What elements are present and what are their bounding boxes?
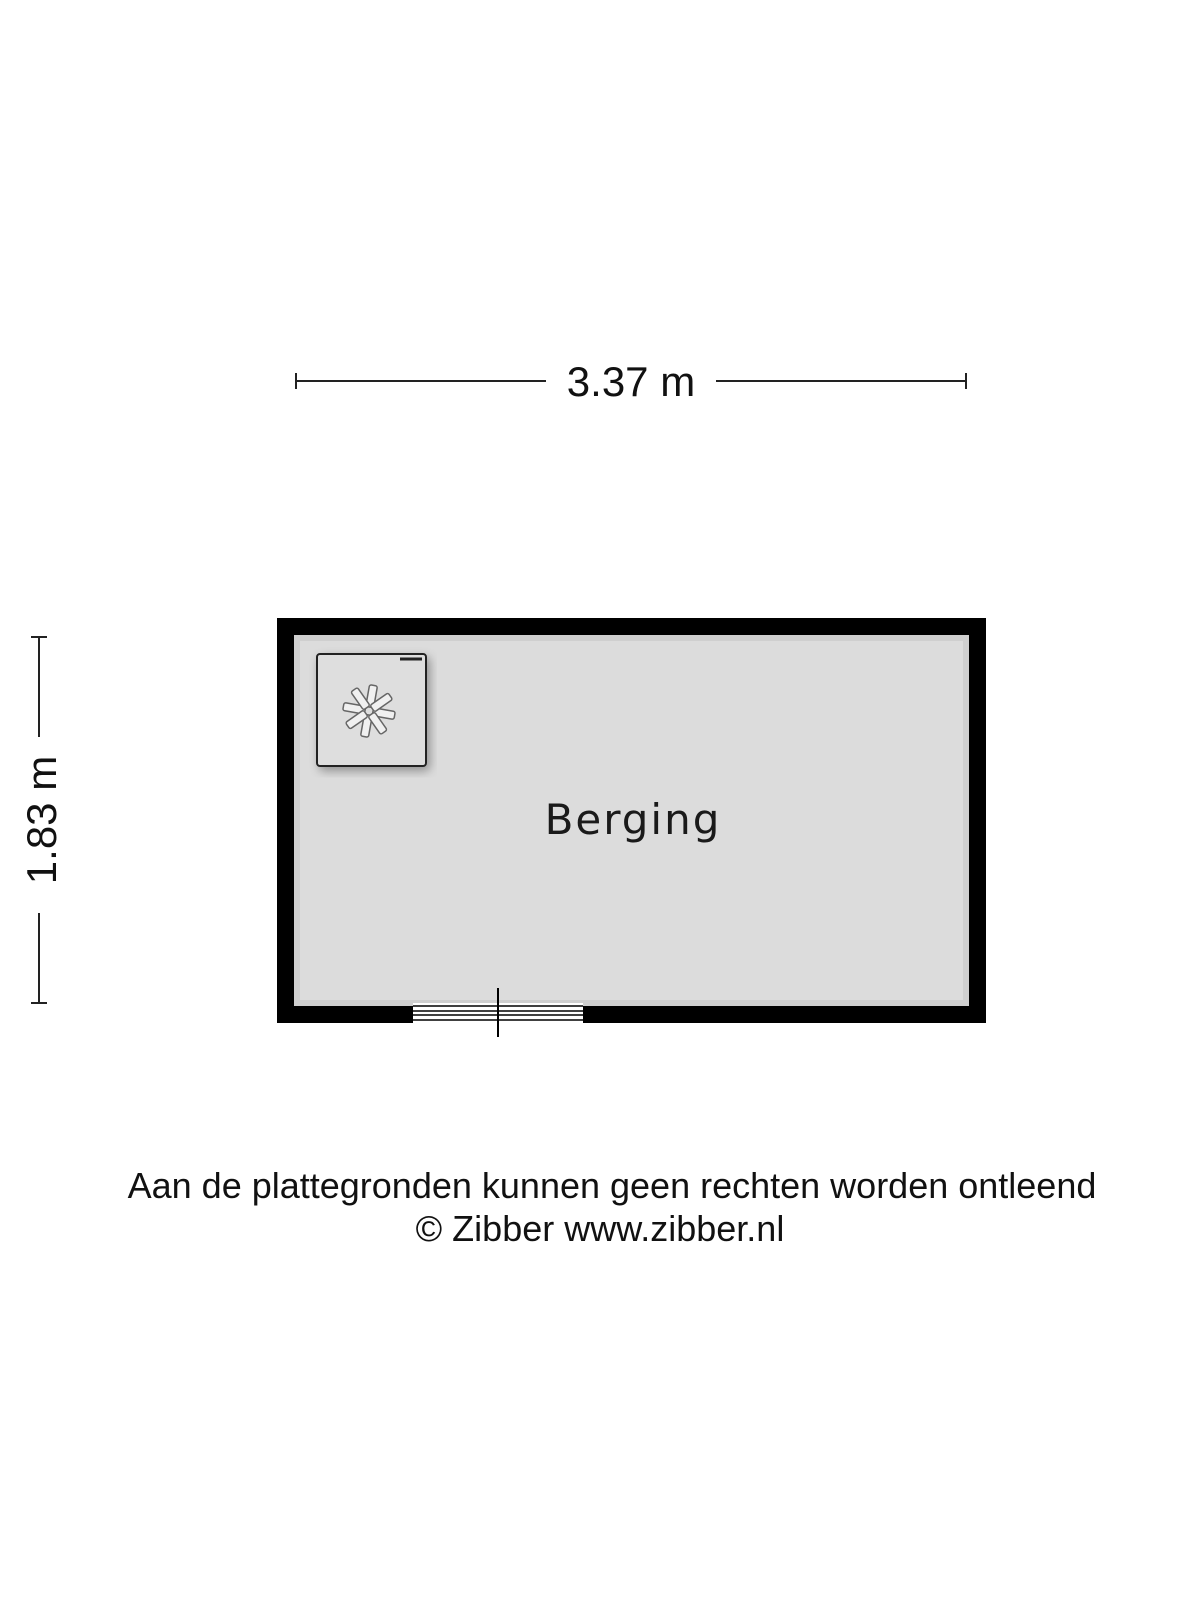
width-dimension	[296, 358, 966, 405]
height-label: 1.83 m	[18, 755, 65, 885]
room-berging	[277, 618, 986, 1037]
room-label: Berging	[544, 795, 722, 844]
height-dimension	[18, 637, 65, 1003]
boiler-icon	[317, 654, 426, 766]
disclaimer-text: Aan de plattegronden kunnen geen rechten worden ontleend	[127, 1165, 1097, 1206]
width-label: 3.37 m	[566, 358, 696, 405]
copyright-text: © Zibber www.zibber.nl	[415, 1208, 785, 1249]
